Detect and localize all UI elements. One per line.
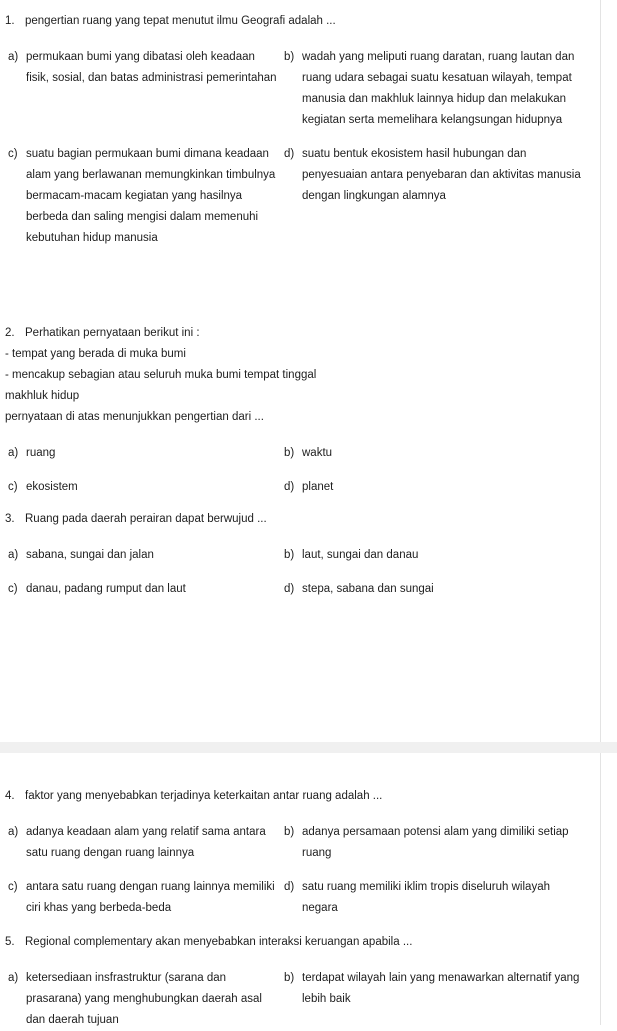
document-page-2 xyxy=(0,753,600,1025)
question-text: Perhatikan pernyataan berikut ini : xyxy=(25,327,200,339)
option-text: ketersediaan insfrastruktur (sarana dan prasarana) yang menghubungkan daerah asal dan daerah tujuan xyxy=(26,972,262,1026)
question-1-options xyxy=(5,47,594,249)
option-c[interactable] xyxy=(5,477,278,498)
question-3 xyxy=(5,509,594,600)
question-4-options xyxy=(5,822,594,919)
option-letter: a) xyxy=(8,447,19,459)
question-2-options xyxy=(5,443,594,498)
question-1-stem xyxy=(5,11,594,32)
option-letter: b) xyxy=(284,447,295,459)
option-text: adanya persamaan potensi alam yang dimiliki setiap ruang xyxy=(302,826,569,859)
option-text: suatu bentuk ekosistem hasil hubungan dan penyesuaian antara penyebaran dan aktivitas manusia dengan lingkungan alamnya xyxy=(302,148,581,202)
option-letter: b) xyxy=(284,51,295,63)
option-a[interactable] xyxy=(5,545,278,566)
option-c[interactable] xyxy=(5,144,278,249)
option-text: suatu bagian permukaan bumi dimana keadaan alam yang berlawanan memungkinkan timbulnya bermacam-macam kegiatan yang hasilnya berbeda dan saling mengisi dalam memenuhi kebutuhan hidup manusia xyxy=(26,148,276,244)
option-d[interactable] xyxy=(278,877,584,919)
question-number: 5. xyxy=(5,936,15,948)
option-text: waktu xyxy=(302,447,333,459)
option-text: satu ruang memiliki iklim tropis diseluruh wilayah negara xyxy=(302,881,550,914)
option-text: stepa, sabana dan sungai xyxy=(302,583,434,595)
option-text: terdapat wilayah lain yang menawarkan alternatif yang lebih baik xyxy=(302,972,580,1005)
statement-line: - mencakup sebagian atau seluruh muka bumi tempat tinggal makhluk hidup xyxy=(5,369,317,402)
option-c[interactable] xyxy=(5,877,278,919)
option-letter: d) xyxy=(284,481,295,493)
question-text: Regional complementary akan menyebabkan interaksi keruangan apabila ... xyxy=(25,936,413,948)
option-b[interactable] xyxy=(278,47,584,131)
question-text: faktor yang menyebabkan terjadinya keterkaitan antar ruang adalah ... xyxy=(25,790,383,802)
page-edge-line xyxy=(600,0,601,1025)
option-letter: b) xyxy=(284,549,295,561)
option-letter: c) xyxy=(8,148,18,160)
question-3-options xyxy=(5,545,594,600)
option-b[interactable] xyxy=(278,545,584,566)
question-text: pengertian ruang yang tepat menutut ilmu Geografi adalah ... xyxy=(25,15,336,27)
option-letter: d) xyxy=(284,881,295,893)
page-separator xyxy=(0,742,617,753)
question-5 xyxy=(5,932,594,1031)
question-2 xyxy=(5,323,594,498)
option-letter: c) xyxy=(8,481,18,493)
question-3-stem xyxy=(5,509,594,530)
option-text: permukaan bumi yang dibatasi oleh keadaan fisik, sosial, dan batas administrasi pemerintahan xyxy=(26,51,277,84)
option-letter: a) xyxy=(8,549,19,561)
option-d[interactable] xyxy=(278,477,584,498)
option-text: adanya keadaan alam yang relatif sama antara satu ruang dengan ruang lainnya xyxy=(26,826,266,859)
question-number: 2. xyxy=(5,327,15,339)
question-number: 1. xyxy=(5,15,15,27)
option-b[interactable] xyxy=(278,968,584,1031)
question-text: Ruang pada daerah perairan dapat berwujud ... xyxy=(25,513,267,525)
option-text: ruang xyxy=(26,447,56,459)
option-letter: d) xyxy=(284,148,295,160)
option-letter: a) xyxy=(8,51,19,63)
option-a[interactable] xyxy=(5,968,278,1031)
option-text: wadah yang meliputi ruang daratan, ruang lautan dan ruang udara sebagai suatu kesatuan wilayah, tempat manusia dan makhluk lainnya hidup dan melakukan kegiatan serta memelihara kelangsungan hidupnya xyxy=(302,51,575,126)
option-text: laut, sungai dan danau xyxy=(302,549,419,561)
option-a[interactable] xyxy=(5,47,278,131)
option-d[interactable] xyxy=(278,579,584,600)
option-letter: b) xyxy=(284,826,295,838)
question-1 xyxy=(5,11,594,249)
option-a[interactable] xyxy=(5,822,278,864)
option-letter: a) xyxy=(8,826,19,838)
question-2-statements xyxy=(5,344,335,428)
question-number: 4. xyxy=(5,790,15,802)
option-letter: a) xyxy=(8,972,19,984)
option-a[interactable] xyxy=(5,443,278,464)
option-b[interactable] xyxy=(278,443,584,464)
question-number: 3. xyxy=(5,513,15,525)
option-text: antara satu ruang dengan ruang lainnya memiliki ciri khas yang berbeda-beda xyxy=(26,881,275,914)
option-c[interactable] xyxy=(5,579,278,600)
question-5-options xyxy=(5,968,594,1031)
option-text: danau, padang rumput dan laut xyxy=(26,583,186,595)
question-2-stem xyxy=(5,323,594,344)
question-4-stem xyxy=(5,786,594,807)
option-b[interactable] xyxy=(278,822,584,864)
option-letter: d) xyxy=(284,583,295,595)
option-text: planet xyxy=(302,481,334,493)
statement-line: pernyataan di atas menunjukkan pengertian dari ... xyxy=(5,411,264,423)
option-d[interactable] xyxy=(278,144,584,249)
option-letter: c) xyxy=(8,583,18,595)
option-text: ekosistem xyxy=(26,481,78,493)
question-5-stem xyxy=(5,932,594,953)
question-4 xyxy=(5,786,594,919)
option-letter: c) xyxy=(8,881,18,893)
statement-line: - tempat yang berada di muka bumi xyxy=(5,348,186,360)
option-letter: b) xyxy=(284,972,295,984)
option-text: sabana, sungai dan jalan xyxy=(26,549,154,561)
